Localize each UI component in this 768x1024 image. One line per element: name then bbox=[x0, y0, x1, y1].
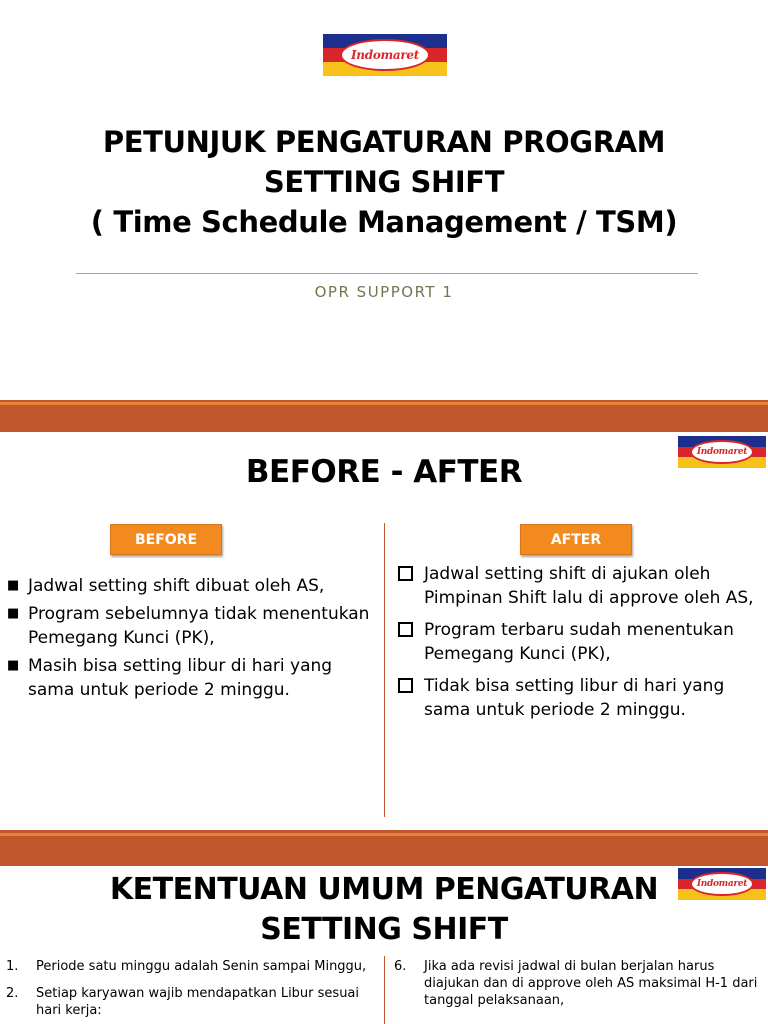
column-divider bbox=[384, 523, 385, 817]
title-line-3: ( Time Schedule Management / TSM) bbox=[90, 205, 678, 239]
slide-subtitle: OPR SUPPORT 1 bbox=[314, 283, 454, 301]
list-item: 1. Periode satu minggu adalah Senin sampai Minggu, bbox=[6, 959, 367, 974]
square-bullet-icon: ■ bbox=[7, 578, 20, 593]
slide-title bbox=[40, 122, 728, 242]
before-list bbox=[4, 574, 376, 706]
before-after-slide bbox=[0, 432, 768, 830]
title-slide bbox=[0, 0, 768, 400]
title-line-1: KETENTUAN UMUM PENGATURAN bbox=[109, 872, 659, 907]
indomaret-logo bbox=[323, 34, 447, 76]
list-item: Tidak bisa setting libur di hari yang sama untuk periode 2 minggu. bbox=[398, 674, 764, 722]
list-item: Program terbaru sudah menentukan Pemegang Kunci (PK), bbox=[398, 618, 764, 666]
logo-text: Indomaret bbox=[696, 446, 748, 457]
general-rules-slide bbox=[0, 866, 768, 1024]
checkbox-bullet-icon bbox=[398, 622, 413, 637]
before-label: BEFORE bbox=[110, 524, 222, 555]
list-item: ■ Program sebelumnya tidak menentukan Pemegang Kunci (PK), bbox=[7, 604, 370, 648]
square-bullet-icon: ■ bbox=[7, 658, 20, 673]
title-line-1: PETUNJUK PENGATURAN PROGRAM bbox=[102, 125, 666, 159]
title-line-2: SETTING SHIFT bbox=[263, 165, 505, 199]
square-bullet-icon: ■ bbox=[7, 606, 20, 621]
title-divider bbox=[76, 273, 698, 274]
logo-text: Indomaret bbox=[350, 47, 419, 62]
list-item: 2. Setiap karyawan wajib mendapatkan Libur sesuai hari kerja: bbox=[6, 986, 360, 1018]
slide-separator bbox=[0, 400, 768, 432]
slide-separator bbox=[0, 830, 768, 866]
after-list bbox=[398, 562, 764, 730]
list-item: Jadwal setting shift di ajukan oleh Pimpinan Shift lalu di approve oleh AS, bbox=[398, 562, 764, 610]
rules-list-right bbox=[394, 958, 766, 1019]
after-label: AFTER bbox=[520, 524, 632, 555]
logo-text: Indomaret bbox=[696, 878, 748, 889]
column-divider bbox=[384, 956, 385, 1024]
list-item: ■ Jadwal setting shift dibuat oleh AS, bbox=[7, 576, 325, 596]
slide-title bbox=[0, 870, 768, 950]
title-line-2: SETTING SHIFT bbox=[260, 912, 508, 947]
checkbox-bullet-icon bbox=[398, 566, 413, 581]
rules-list-left bbox=[6, 958, 380, 1024]
list-item: ■ Masih bisa setting libur di hari yang sama untuk periode 2 minggu. bbox=[7, 656, 333, 700]
list-item: 6. Jika ada revisi jadwal di bulan berjalan harus diajukan dan di approve oleh AS maksimal H-1 dari tanggal pelaksanaan, bbox=[394, 959, 758, 1008]
slide-title: BEFORE - AFTER bbox=[245, 454, 523, 490]
checkbox-bullet-icon bbox=[398, 678, 413, 693]
